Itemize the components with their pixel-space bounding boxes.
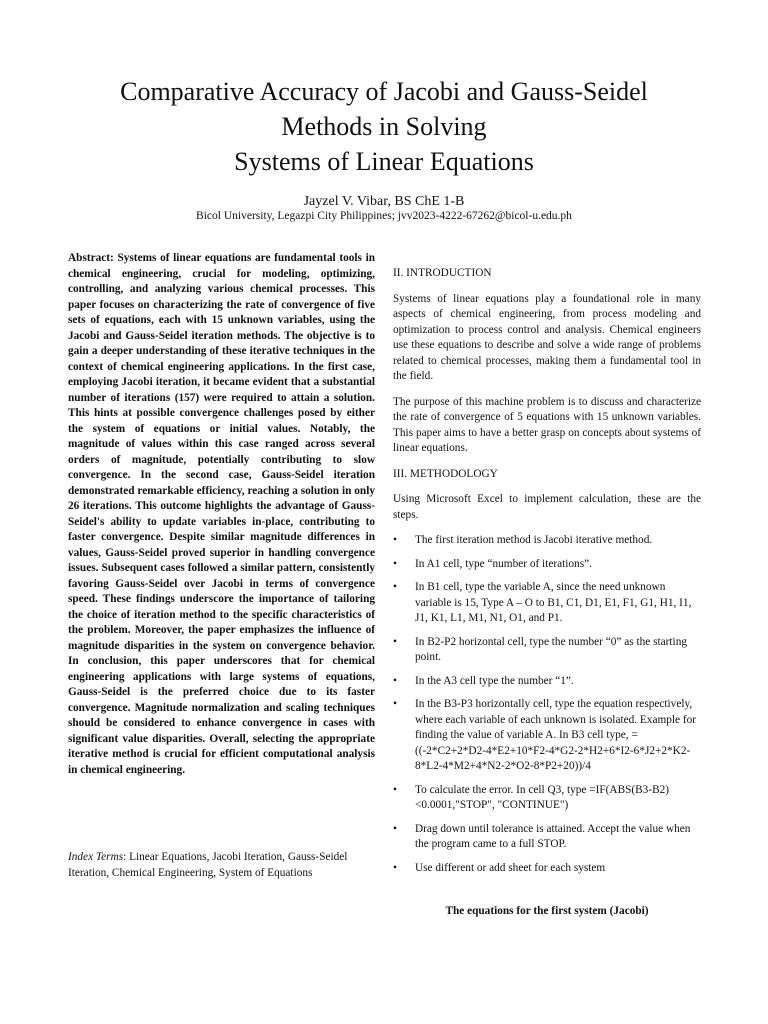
bullet-icon: • (393, 861, 397, 874)
methodology-steps-list (393, 533, 701, 814)
bullet-icon: • (393, 635, 397, 648)
step-text: In B1 cell, type the variable A, since the need unknown variable is 15, Type A – O to B1, C1, D1, E1, F1, G1, H1, I1, J1, K1, L1, M1, N1, O1, and P1. (415, 581, 692, 624)
methodology-step (393, 533, 701, 549)
methodology-heading: III. METHODOLOGY (393, 467, 498, 480)
methodology-step (393, 674, 701, 690)
methodology-tail-steps-list (393, 822, 701, 877)
step-text: In B2-P2 horizontal cell, type the number “0” as the starting point. (415, 635, 687, 663)
left-column (68, 251, 375, 778)
step-text: In A1 cell, type “number of iterations”. (415, 557, 592, 570)
methodology-step (393, 635, 701, 666)
introduction-heading: II. INTRODUCTION (393, 267, 492, 279)
bullet-icon: • (393, 534, 397, 546)
step-text: Drag down until tolerance is attained. Accept the value when the program came to a full STOP. (415, 822, 691, 850)
affiliation-line: Bicol University, Legazpi City Philippines; jvv2023-4222-67262@bicol-u.edu.ph (196, 210, 572, 222)
abstract-label: Abstract: (68, 252, 114, 264)
index-terms-text: : Linear Equations, Jacobi Iteration, Gauss-Seidel Iteration, Chemical Engineering, System of Equations (68, 851, 348, 879)
methodology-step (393, 580, 701, 627)
introduction-paragraph-1: Systems of linear equations play a foundational role in many aspects of chemical engineering, from process modeling and optimization to process control and analysis. Chemical engineers use these equations to describe and solve a wide range of problems related to chemical processes, making them a fundamental tool in the field. (393, 292, 701, 382)
methodology-step (393, 822, 701, 853)
step-text: The first iteration method is Jacobi iterative method. (415, 534, 653, 546)
step-text: In the A3 cell type the number “1”. (415, 674, 574, 687)
step-text: To calculate the error. In cell Q3, type =IF(ABS(B3-B2)<0.0001,"STOP", "CONTINUE") (415, 783, 670, 811)
methodology-step (393, 861, 701, 877)
step-text: In the B3-P3 horizontally cell, type the equation respectively, where each variable of each unknown is isolated. Example for finding the value of variable A. In B3 cell type, =((-2*C2+2*D2-4*E2+10*F2-4*G2-2*H2+6*I2-6*J2+2*K2-8*L2-4*M2+4*N2-2*O2-8*P2+20))/4 (415, 698, 697, 772)
methodology-step (393, 783, 701, 814)
bullet-icon: • (393, 581, 397, 593)
methodology-step (393, 697, 701, 775)
paper-title (40, 74, 728, 179)
methodology-intro: Using Microsoft Excel to implement calculation, these are the steps. (393, 493, 701, 521)
right-column (393, 266, 701, 884)
bullet-icon: • (393, 698, 397, 710)
introduction-paragraph-2: The purpose of this machine problem is to discuss and characterize the rate of convergence of 5 equations with 15 unknown variables. This paper aims to have a better grasp on concepts about systems of linear equations. (393, 395, 701, 454)
author-line: Jayzel V. Vibar, BS ChE 1-B (303, 194, 465, 209)
title-line-2: Methods in Solving (281, 112, 487, 141)
index-terms (68, 850, 380, 881)
figure-caption: The equations for the first system (Jacobi) (445, 905, 649, 917)
bullet-icon: • (393, 557, 397, 570)
title-line-3: Systems of Linear Equations (234, 147, 534, 176)
bullet-icon: • (393, 822, 397, 835)
index-terms-label: Index Terms (68, 851, 124, 863)
step-text: Use different or add sheet for each system (415, 861, 606, 874)
title-line-1: Comparative Accuracy of Jacobi and Gauss-Seidel (120, 77, 648, 106)
methodology-step (393, 557, 701, 573)
abstract (68, 251, 375, 778)
abstract-text: Systems of linear equations are fundamental tools in chemical engineering, crucial for modeling, optimizing, controlling, and analyzing various chemical processes. This paper focuses on characterizing the rate of convergence of five sets of equations, each with 15 unknown variables, using the Jacobi and Gauss-Seidel iteration methods. The objective is to gain a deeper understanding of these iterative techniques in the context of chemical engineering applications. In the first case, employing Jacobi iteration, it became evident that a substantial number of iterations (157) were required to attain a solution. This hints at possible convergence challenges posed by either the system of equations or initial values. Notably, the magnitude of values within this case ranged across several orders of magnitude, potentially contributing to slow convergence. In the second case, Gauss-Seidel iteration demonstrated remarkable efficiency, reaching a solution in only 26 iterations. This outcome highlights the advantage of Gauss-Seidel's ability to update variables in-place, contributing to faster convergence. Despite similar magnitude differences in values, Gauss-Seidel proved superior in handling convergence issues. Subsequent cases followed a similar pattern, consistently favoring Gauss-Seidel over Jacobi in terms of convergence speed. These findings underscore the importance of tailoring the choice of iteration method to the specific characteristics of the problem. Moreover, the paper emphasizes the influence of magnitude disparities in the system on convergence behavior. In conclusion, this paper underscores that for chemical engineering applications with large systems of equations, Gauss-Seidel is the preferred choice due to its faster convergence. Magnitude normalization and scaling techniques should be considered to enhance convergence in cases with significant value disparities. Overall, selecting the appropriate iterative method is crucial for efficient computational analysis in chemical engineering. (68, 252, 375, 776)
bullet-icon: • (393, 783, 397, 796)
bullet-icon: • (393, 674, 397, 687)
